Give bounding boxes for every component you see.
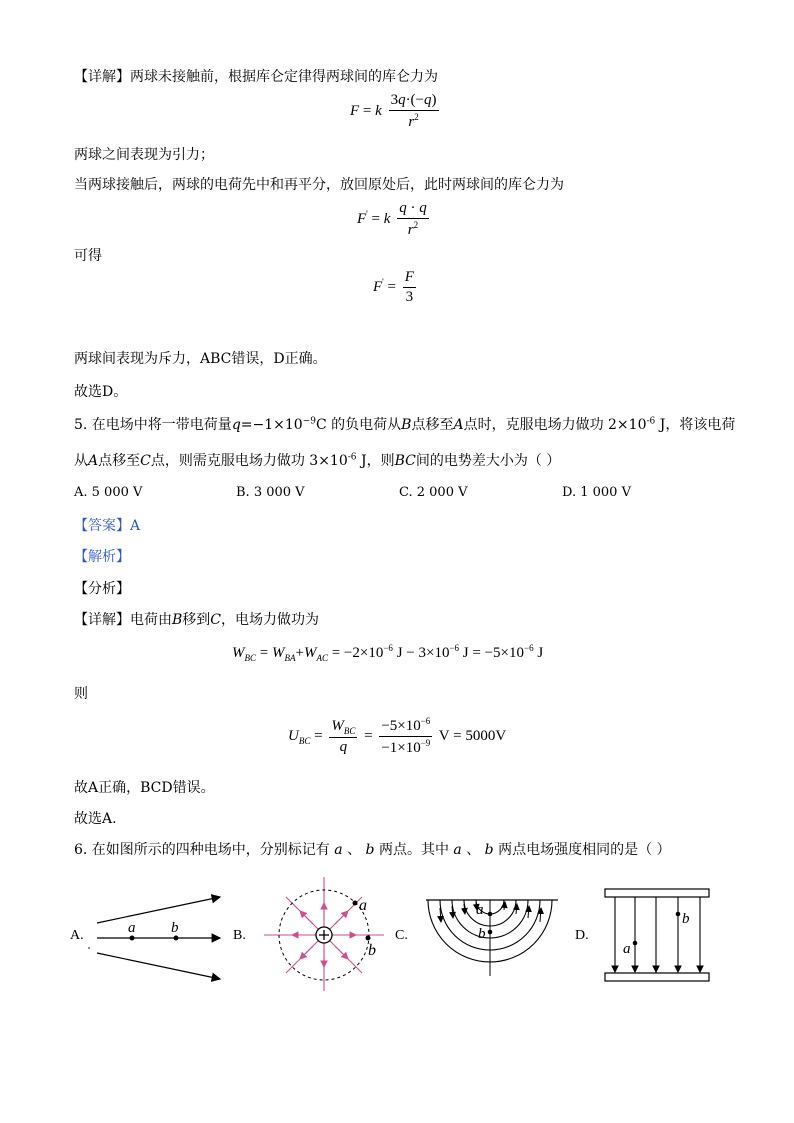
- point-b-label: b: [478, 926, 486, 942]
- q5-option-c: C. 2 000 V: [399, 485, 468, 500]
- q5-then-line: 则: [74, 686, 88, 702]
- q6-stem-line: 6. 在如图所示的四种电场中，分别标记有 a 、 b 两点。其中 a 、 b 两点电场强度相同的是（ ）: [74, 842, 671, 858]
- q5-detail-line: 【详解】电荷由B移到C，电场力做功为: [74, 612, 320, 628]
- field-line-top: [97, 897, 220, 923]
- q4-formula-1: F = k $\frac{3q\cdot(-q)}{r^2}$: [350, 92, 437, 130]
- point-a: [488, 912, 493, 917]
- q5-choose-line: 故选A.: [74, 811, 117, 827]
- bottom-plate: [605, 973, 709, 981]
- point-a: [130, 936, 135, 941]
- point-b-label: b: [682, 911, 690, 927]
- q5-formula-voltage: $U_{BC}$ = $\frac{W_{BC}}{q}$ = $\frac{-5\times 10^{-6}}{-1\times 10^{-9}}$ V = 5000V: [288, 716, 507, 756]
- q5-stem-line1: 5. 在电场中将一带电荷量$q=-1\times 10^{-9}C$ 的负电荷从B点移至A点时，克服电场力做功 $2\times 10^{-6}$ J，将该电荷: [74, 416, 736, 433]
- q5-stem-line2: 从A点移至C点，则需克服电场力做功 $3\times 10^{-6}$ J，则BC间的电势差大小为（ ）: [74, 452, 561, 469]
- point-a-label: a: [128, 920, 136, 936]
- point-b: [174, 936, 179, 941]
- fig-label-d: D.: [575, 928, 589, 943]
- q5-analysis: 【解析】: [74, 549, 130, 565]
- point-b-label: b: [171, 920, 179, 936]
- point-a: [353, 901, 358, 906]
- point-a-label: a: [359, 897, 367, 914]
- fig-label-c: C.: [395, 928, 408, 943]
- point-a: [633, 941, 638, 946]
- point-b-label: b: [368, 942, 376, 959]
- q5-fenxi: 【分析】: [74, 581, 130, 597]
- q4-conclusion-line: 两球间表现为斥力，ABC错误，D正确。: [74, 351, 327, 367]
- q4-formula-3: F' = $\frac{F}{3}$: [373, 269, 414, 305]
- point-a-label: a: [623, 941, 631, 957]
- fig-label-a: A.: [70, 928, 84, 943]
- field-line-bottom: [97, 953, 220, 979]
- fig-label-b: B.: [233, 928, 246, 943]
- q5-option-d: D. 1 000 V: [562, 485, 631, 500]
- q5-option-a: A. 5 000 V: [74, 485, 143, 500]
- figure-d-uniform-field: [600, 886, 716, 986]
- point-a-label: a: [476, 902, 484, 918]
- q5-answer: 【答案】A: [74, 518, 141, 534]
- point-b: [676, 912, 681, 917]
- q5-conclusion-line: 故A正确，BCD错误。: [74, 780, 215, 796]
- q4-detail-line: 【详解】两球未接触前，根据库仑定律得两球间的库仑力为: [74, 69, 438, 85]
- q5-option-b: B. 3 000 V: [236, 485, 305, 500]
- top-plate: [605, 889, 709, 897]
- figure-a-field: [85, 885, 225, 985]
- q4-derive-line: 可得: [74, 248, 102, 264]
- point-b: [366, 936, 371, 941]
- point-b: [488, 930, 493, 935]
- figure-b-point-charge: [258, 875, 390, 993]
- q4-attraction-line: 两球之间表现为引力；: [74, 147, 214, 163]
- q5-formula-work: $W_{BC} = W_{BA}+W_{AC} = -2\times 10^{-6}$ $J - 3\times 10^{-6}$ $J = -5\times 10^{-6}$ J: [232, 643, 544, 663]
- figure-c-curved-field: [418, 892, 566, 980]
- q4-formula-2: F' = k $\frac{q \cdot q}{r^2}$: [357, 200, 427, 238]
- q4-after-contact-line: 当两球接触后，两球的电荷先中和再平分，放回原处后，此时两球间的库仑力为: [74, 177, 564, 193]
- q4-choose-line: 故选D。: [74, 384, 128, 400]
